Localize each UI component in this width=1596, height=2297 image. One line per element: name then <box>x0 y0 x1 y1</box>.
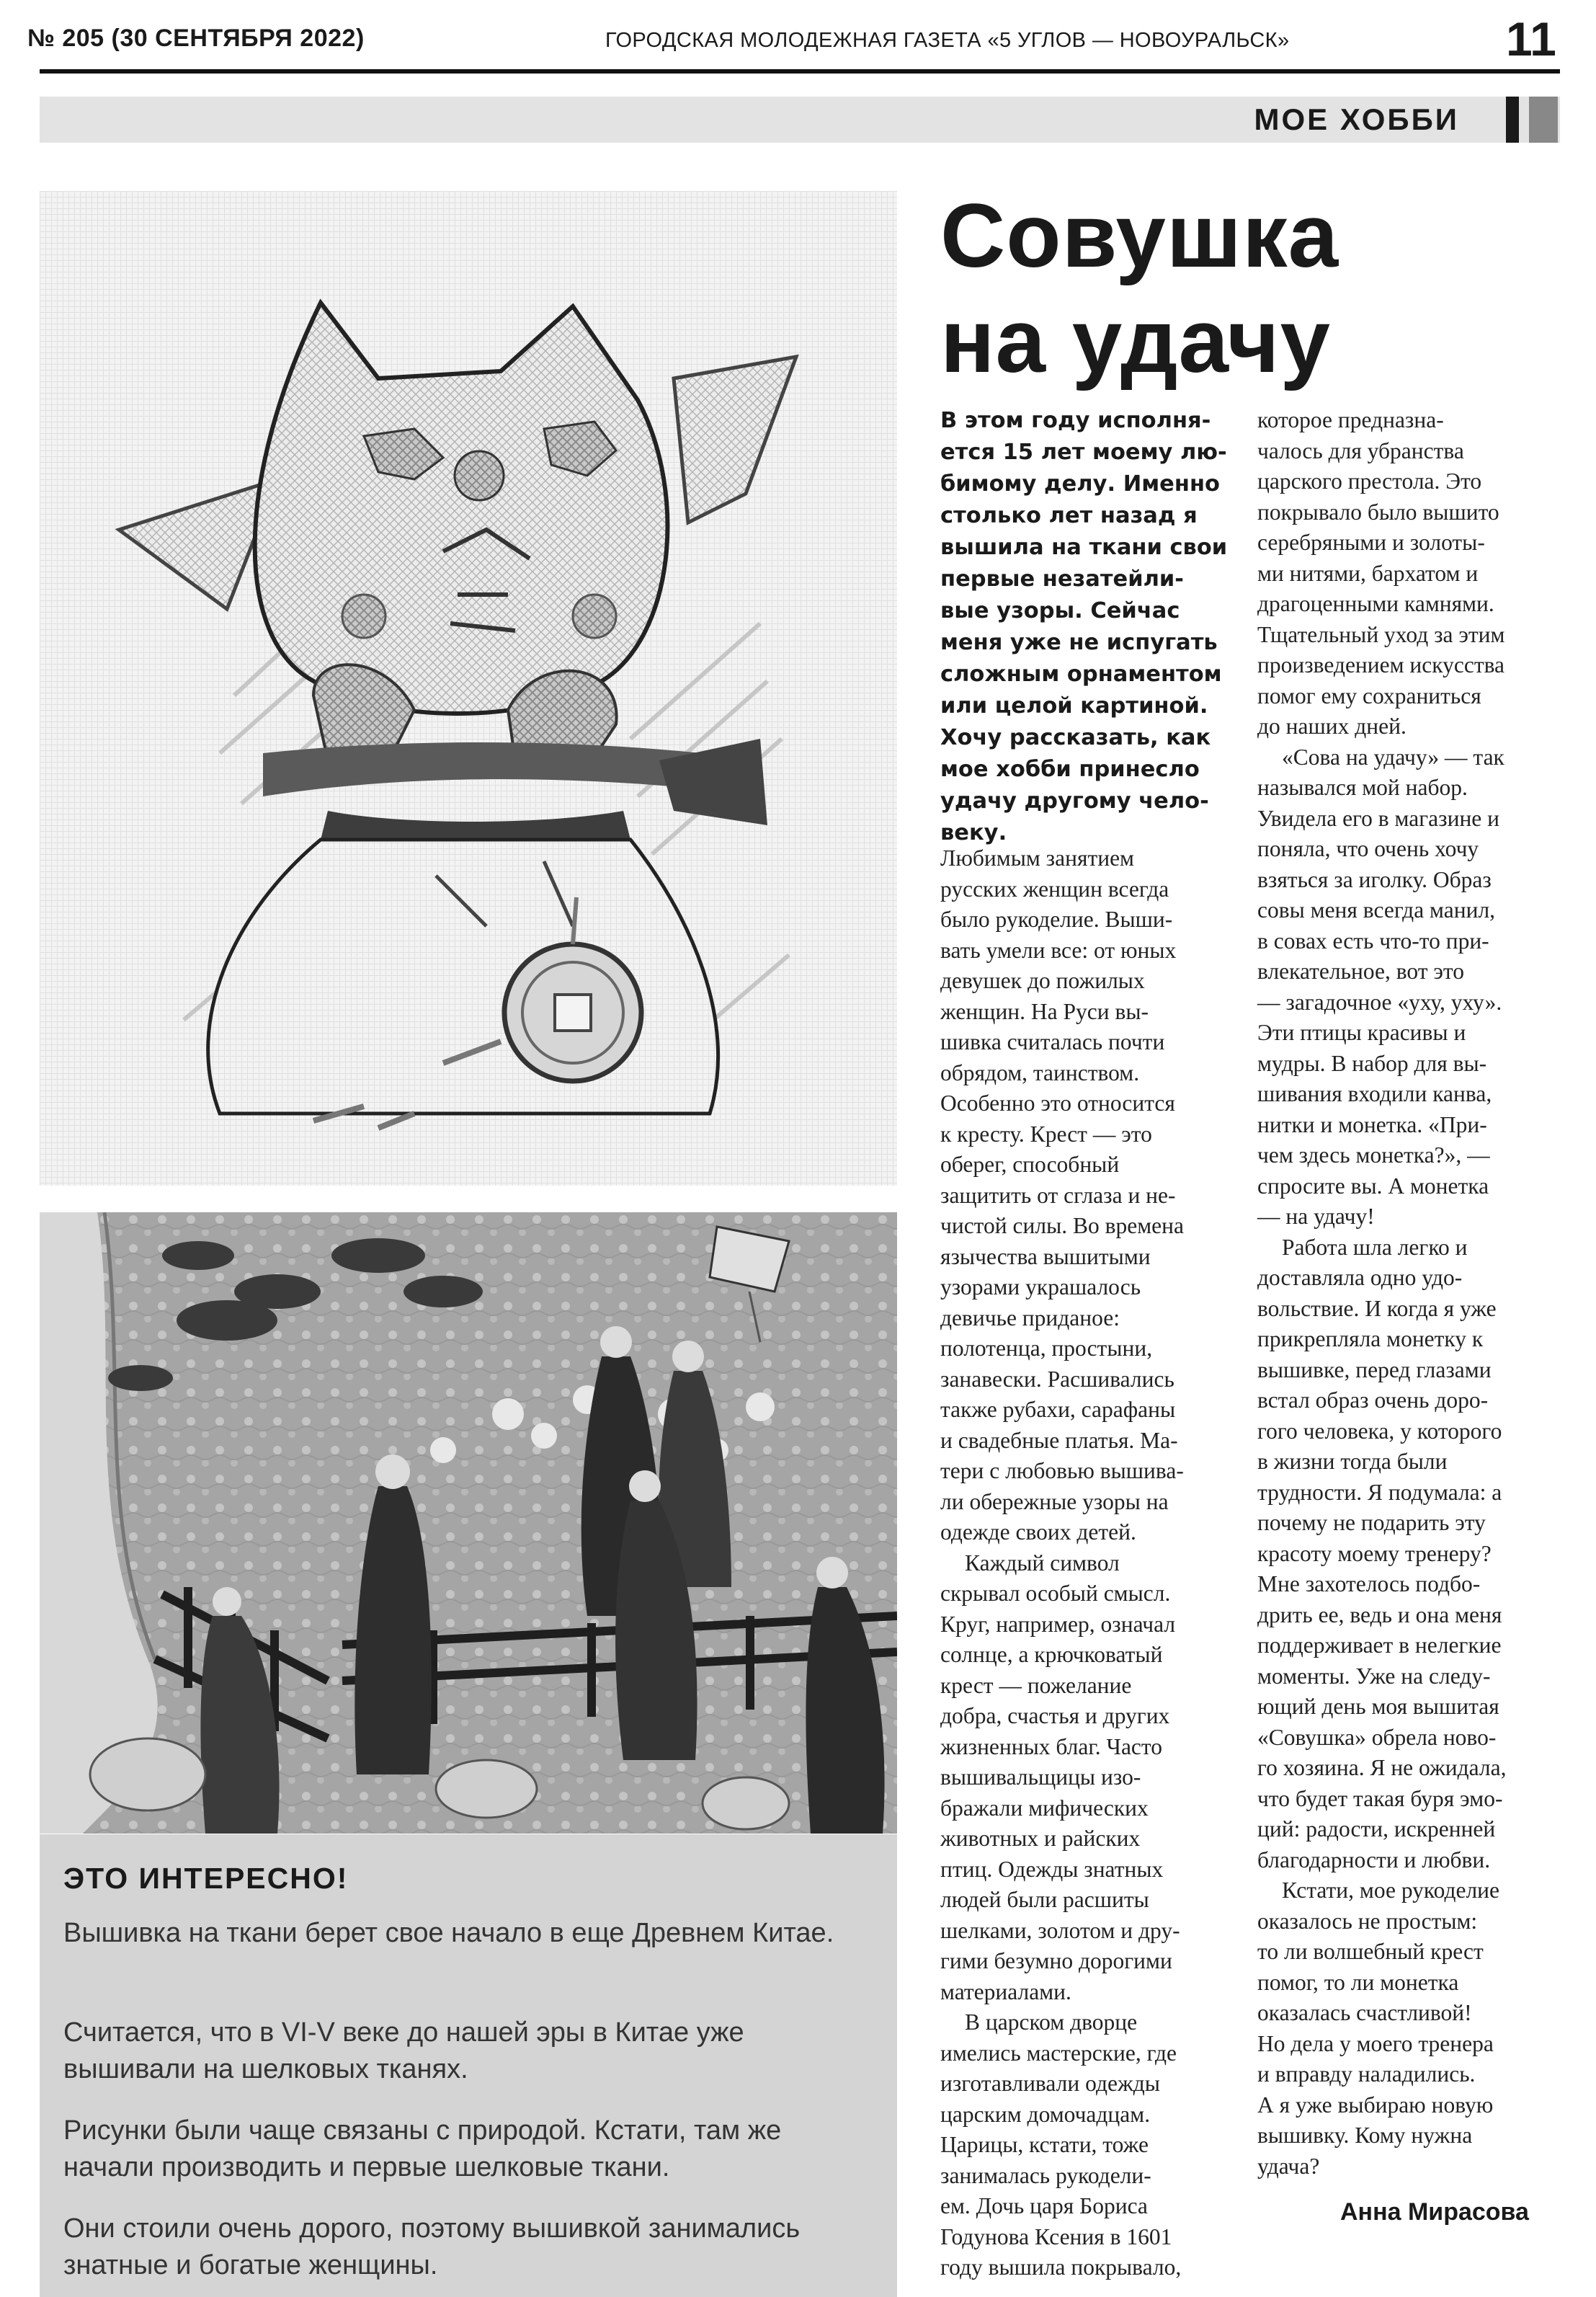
body-line: прикрепляла монетку к <box>1257 1326 1484 1351</box>
infobox-paragraph: Они стоили очень дорого, поэтому вышивкой занимались знатные и богатые женщины. <box>63 2213 801 2280</box>
body-line: встал образ очень доро- <box>1257 1387 1489 1413</box>
body-line: Круг, например, означал <box>940 1611 1176 1637</box>
body-line: мудры. В набор для вы- <box>1257 1050 1487 1076</box>
body-line: царским домочадцам. <box>940 2101 1151 2127</box>
body-line: ющий день моя вышитая <box>1257 1694 1499 1719</box>
article-column-1 <box>940 843 1214 2283</box>
title-line: на удачу <box>940 291 1331 391</box>
body-line: ем. Дочь царя Бориса <box>940 2193 1148 2218</box>
body-line: поняла, что очень хочу <box>1257 836 1479 861</box>
body-line: в совах есть что-то при- <box>1257 928 1489 954</box>
body-line: чалось для убранства <box>1257 437 1464 463</box>
article-title <box>940 184 1339 394</box>
body-line: ций: радости, искренней <box>1257 1816 1496 1841</box>
body-line: почему не подарить эту <box>1257 1510 1486 1535</box>
issue-info: № 205 (30 СЕНТЯБРЯ 2022) <box>27 25 365 52</box>
owl-embroidery-photo <box>40 191 897 1186</box>
lead-line: или целой картиной. <box>940 693 1208 719</box>
body-line: оберег, способный <box>940 1152 1120 1177</box>
rubric-mark <box>1529 97 1558 143</box>
body-line: моменты. Уже на следу- <box>1257 1663 1491 1689</box>
body-line: занималась рукодели- <box>940 2162 1151 2188</box>
body-line: Тщательный уход за этим <box>1257 621 1505 647</box>
body-line: гого человека, у которого <box>1257 1418 1502 1444</box>
body-line: чем здесь монетка?», — <box>1257 1142 1490 1168</box>
page-number: 11 <box>1506 12 1556 66</box>
body-line: было рукоделие. Выши- <box>940 907 1173 932</box>
body-line: также рубахи, сарафаны <box>940 1397 1176 1422</box>
body-line: что будет такая буря эмо- <box>1257 1785 1503 1811</box>
body-line: покрывало было вышито <box>1257 499 1499 525</box>
body-line: обрядом, таинством. <box>940 1059 1140 1085</box>
body-line: вышивку. Кому нужна <box>1257 2123 1473 2148</box>
body-line: бражали мифических <box>940 1795 1149 1821</box>
body-line: «Совушка» обрела ново- <box>1257 1724 1497 1750</box>
body-line: тери с любовью вышива- <box>940 1458 1184 1483</box>
body-line: Работа шла легко и <box>1282 1234 1468 1260</box>
body-line: и свадебные платья. Ма- <box>940 1427 1178 1453</box>
body-line: царского престола. Это <box>1257 468 1482 494</box>
lead-line: веку. <box>940 820 1007 845</box>
body-line: удача? <box>1257 2153 1320 2179</box>
body-line: ли обережные узоры на <box>940 1488 1169 1514</box>
lead-line: В этом году исполня- <box>940 408 1211 433</box>
article-lead <box>940 405 1228 849</box>
lead-line: мое хобби принесло <box>940 757 1200 782</box>
body-line: назывался мой набор. <box>1257 775 1468 800</box>
body-line: ми нитями, бархатом и <box>1257 560 1479 586</box>
body-line: доставляла одно удо- <box>1257 1265 1463 1290</box>
body-line: солнце, а крючковатый <box>940 1642 1163 1667</box>
body-line: гими безумно дорогими <box>940 1948 1172 1973</box>
body-line: Кстати, мое рукоделие <box>1282 1878 1500 1903</box>
body-line: Царицы, кстати, тоже <box>940 2132 1149 2157</box>
body-line: дрить ее, ведь и она меня <box>1257 1601 1502 1627</box>
body-line: Увидела его в магазине и <box>1257 805 1500 831</box>
body-line: трудности. Я подумала: а <box>1257 1479 1502 1505</box>
body-line: животных и райских <box>940 1826 1141 1851</box>
rubric-bar <box>40 97 1560 143</box>
body-line: Любимым занятием <box>940 845 1134 871</box>
body-line: благодарности и любви. <box>1257 1847 1491 1872</box>
body-line: имелись мастерские, где <box>940 2040 1177 2066</box>
body-line: русских женщин всегда <box>940 876 1169 902</box>
body-line: то ли волшебный крест <box>1257 1939 1484 1964</box>
lead-line: бимому делу. Именно <box>940 471 1220 497</box>
body-line: девичье приданое: <box>940 1305 1120 1330</box>
body-line: к кресту. Крест — это <box>940 1121 1152 1147</box>
body-line: красоту моему тренеру? <box>1257 1540 1492 1566</box>
body-line: А я уже выбираю новую <box>1257 2092 1494 2118</box>
body-line: птиц. Одежды знатных <box>940 1856 1164 1882</box>
lead-line: вышила на ткани свои <box>940 535 1228 560</box>
body-line: язычества вышитыми <box>940 1243 1151 1269</box>
body-line: вышивальщицы изо- <box>940 1764 1141 1790</box>
body-line: драгоценными камнями. <box>1257 591 1494 616</box>
lead-line: столько лет назад я <box>940 503 1198 528</box>
body-line: спросите вы. А монетка <box>1257 1173 1489 1199</box>
author-name: Анна Мирасова <box>1340 2198 1529 2226</box>
body-line: вышивке, перед глазами <box>1257 1356 1492 1382</box>
body-line: одежде своих детей. <box>940 1519 1136 1545</box>
body-line: шивка считалась почти <box>940 1029 1165 1054</box>
newspaper-name: ГОРОДСКАЯ МОЛОДЕЖНАЯ ГАЗЕТА «5 УГЛОВ — НОВОУРАЛЬСК» <box>605 29 1290 52</box>
body-line: вольствие. И когда я уже <box>1257 1295 1497 1321</box>
body-line: Мне захотелось подбо- <box>1257 1571 1481 1596</box>
body-line: серебряными и золоты- <box>1257 530 1485 555</box>
title-line: Совушка <box>940 186 1339 286</box>
lead-line: ется 15 лет моему лю- <box>940 440 1227 465</box>
body-line: поддерживает в нелегкие <box>1257 1632 1502 1658</box>
body-line: произведением искусства <box>1257 652 1505 677</box>
body-line: вать умели все: от юных <box>940 937 1177 963</box>
body-line: защитить от сглаза и не- <box>940 1182 1176 1208</box>
body-line: скрывал особый смысл. <box>940 1581 1171 1606</box>
lead-line: сложным орнаментом <box>940 662 1222 687</box>
infobox-title: ЭТО ИНТЕРЕСНО! <box>63 1862 349 1895</box>
body-line: материалами. <box>940 1978 1071 2004</box>
body-line: году вышила покрывало, <box>940 2254 1182 2280</box>
lead-line: первые незатейли- <box>940 567 1184 592</box>
lead-line: меня уже не испугать <box>940 630 1218 655</box>
body-line: женщин. На Руси вы- <box>940 998 1149 1024</box>
body-line: взяться за иголку. Образ <box>1257 866 1492 892</box>
body-line: девушек до пожилых <box>940 968 1145 993</box>
body-line: полотенца, простыни, <box>940 1336 1153 1361</box>
rubric-label: МОЕ ХОББИ <box>1254 102 1459 136</box>
rubric-mark <box>1506 97 1519 143</box>
lead-line: Хочу рассказать, как <box>940 725 1211 750</box>
body-line: Но дела у моего тренера <box>1257 2030 1494 2056</box>
body-line: нитки и монетка. «При- <box>1257 1111 1487 1137</box>
body-line: людей были расшиты <box>940 1887 1149 1912</box>
body-line: — загадочное «уху, уху». <box>1257 989 1502 1015</box>
body-line: В царском дворце <box>965 2009 1138 2035</box>
body-line: изготавливали одежды <box>940 2071 1160 2096</box>
chinese-embroidery-photo <box>40 1212 897 1834</box>
body-line: шивания входили канва, <box>1257 1081 1492 1106</box>
body-line: крест — пожелание <box>940 1672 1132 1698</box>
body-line: — на удачу! <box>1257 1204 1375 1229</box>
infobox-paragraph: Вышивка на ткани берет свое начало в еще Древнем Китае. <box>63 1918 834 1948</box>
body-line: «Сова на удачу» — так <box>1282 744 1504 770</box>
body-line: добра, счастья и других <box>940 1703 1170 1728</box>
article-column-2 <box>1257 405 1531 2182</box>
infobox-paragraph: Рисунки были чаще связаны с природой. Кстати, там же начали производить и первые шелковые ткани. <box>63 2115 782 2182</box>
body-line: занавески. Расшивались <box>940 1366 1174 1392</box>
body-line: узорами украшалось <box>940 1274 1141 1299</box>
body-line: Каждый символ <box>965 1550 1120 1576</box>
body-line: до наших дней. <box>1257 714 1406 739</box>
lead-line: вые узоры. Сейчас <box>940 598 1180 623</box>
body-line: и вправду наладились. <box>1257 2061 1476 2087</box>
body-line: совы меня всегда манил, <box>1257 897 1496 923</box>
body-line: оказалась счастливой! <box>1257 2000 1472 2025</box>
body-line: шелками, золотом и дру- <box>940 1917 1180 1943</box>
body-line: Годунова Ксения в 1601 <box>940 2223 1172 2249</box>
body-line: которое предназна- <box>1257 407 1444 432</box>
body-line: жизненных благ. Часто <box>940 1733 1163 1759</box>
lead-line: удачу другому чело- <box>940 788 1209 814</box>
body-line: оказалось не простым: <box>1257 1908 1478 1934</box>
header-rule <box>40 69 1560 74</box>
infobox <box>40 1834 897 2297</box>
body-line: помог, то ли монетка <box>1257 1969 1459 1995</box>
body-line: Особенно это относится <box>940 1090 1175 1116</box>
body-line: помог ему сохраниться <box>1257 683 1481 708</box>
body-line: чистой силы. Во времена <box>940 1213 1184 1238</box>
body-line: влекательное, вот это <box>1257 959 1464 984</box>
infobox-paragraph: Считается, что в VI-V веке до нашей эры в Китае уже вышивали на шелковых тканях. <box>63 2017 744 2084</box>
body-line: го хозяина. Я не ожидала, <box>1257 1755 1507 1780</box>
body-line: Эти птицы красивы и <box>1257 1020 1466 1045</box>
body-line: в жизни тогда были <box>1257 1449 1448 1474</box>
